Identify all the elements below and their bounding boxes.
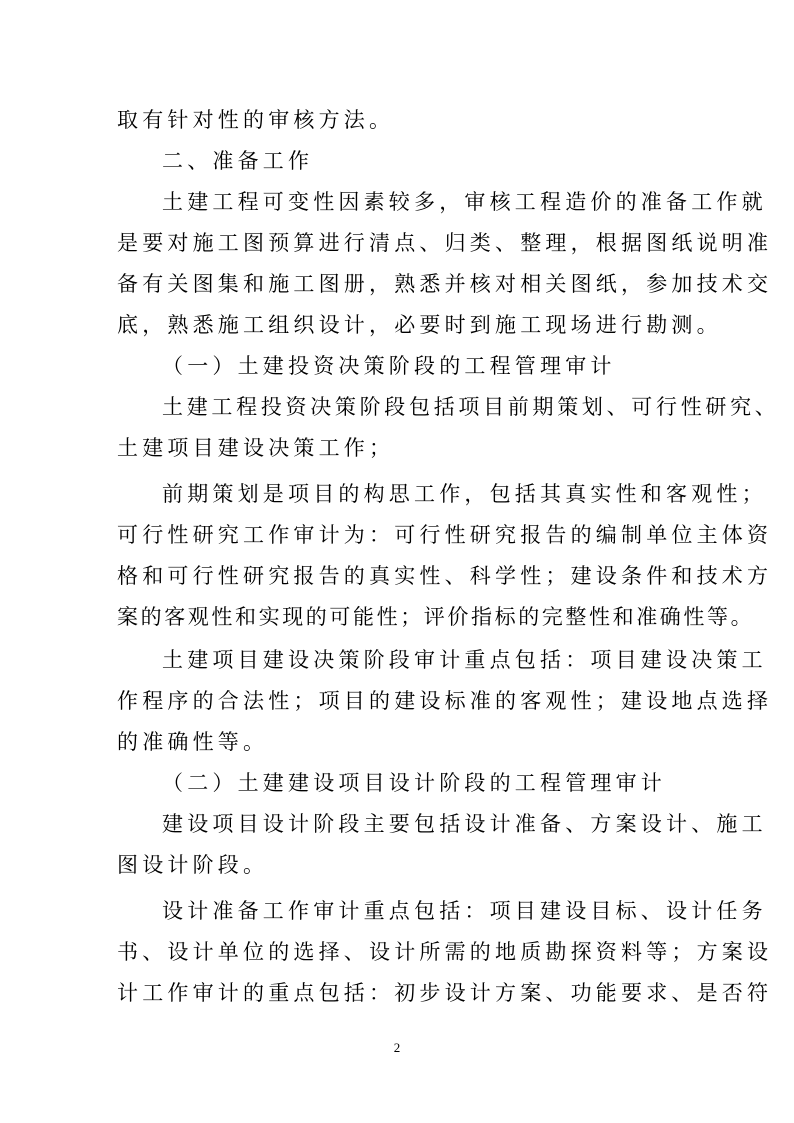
text-line: 书、设计单位的选择、设计所需的地质勘探资料等；方案设 <box>117 940 773 964</box>
text-line: 底，熟悉施工组织设计，必要时到施工现场进行勘测。 <box>117 313 722 337</box>
text-line: 建设项目设计阶段主要包括设计准备、方案设计、施工 <box>162 812 767 836</box>
text-line: 格和可行性研究报告的真实性、科学性；建设条件和技术方 <box>117 564 773 588</box>
text-line: 土建项目建设决策阶段审计重点包括：项目建设决策工 <box>162 648 767 672</box>
text-line: 备有关图集和施工图册，熟悉并核对相关图纸，参加技术交 <box>117 272 773 296</box>
text-line: 作程序的合法性；项目的建设标准的客观性；建设地点选择 <box>117 689 773 713</box>
text-line: 土建项目建设决策工作； <box>117 436 395 460</box>
text-line: 计工作审计的重点包括：初步设计方案、功能要求、是否符 <box>117 981 773 1005</box>
text-line: 可行性研究工作审计为：可行性研究报告的编制单位主体资 <box>117 523 773 547</box>
text-line: 的准确性等。 <box>117 730 269 754</box>
subsection-heading: （一）土建投资决策阶段的工程管理审计 <box>162 354 616 378</box>
text-line: 是要对施工图预算进行清点、归类、整理，根据图纸说明准 <box>117 231 773 255</box>
text-line: 土建工程投资决策阶段包括项目前期策划、可行性研究、 <box>162 395 780 419</box>
subsection-heading: （二）土建建设项目设计阶段的工程管理审计 <box>162 771 666 795</box>
text-line: 图设计阶段。 <box>117 853 269 877</box>
text-line: 取有针对性的审核方法。 <box>117 108 395 132</box>
text-line: 土建工程可变性因素较多，审核工程造价的准备工作就 <box>162 190 767 214</box>
text-line: 前期策划是项目的构思工作，包括其真实性和客观性； <box>162 482 767 506</box>
page-number: 2 <box>393 1040 401 1055</box>
text-line: 案的客观性和实现的可能性；评价指标的完整性和准确性等。 <box>117 605 755 629</box>
text-line: 设计准备工作审计重点包括：项目建设目标、设计任务 <box>162 899 767 923</box>
section-heading: 二、准备工作 <box>162 149 314 173</box>
